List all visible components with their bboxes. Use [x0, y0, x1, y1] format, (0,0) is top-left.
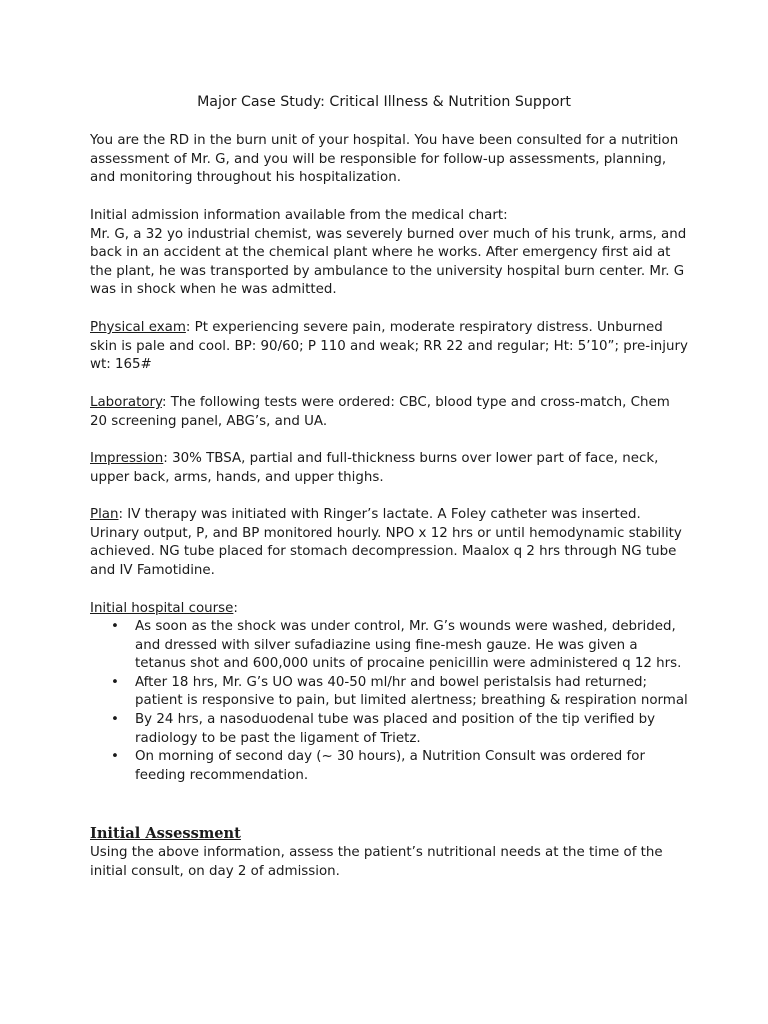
plan-label: Plan — [90, 507, 119, 522]
initial-assessment-text: Using the above information, assess the patient’s nutritional needs at the time of the initial consult, on day 2 of admission. — [90, 845, 663, 879]
admission-label: Initial admission information available from the medical chart: — [90, 208, 508, 223]
admission-section — [90, 207, 690, 300]
course-colon: : — [233, 601, 238, 616]
list-item — [90, 748, 690, 785]
laboratory-text: : The following tests were ordered: CBC, blood type and cross-match, Chem 20 screening panel, ABG’s, and UA. — [90, 395, 670, 429]
list-item — [90, 674, 690, 711]
bullet-icon: • — [111, 749, 119, 765]
bullet-icon: • — [111, 674, 119, 690]
course-label: Initial hospital course — [90, 601, 234, 616]
initial-assessment-heading: Initial Assessment — [90, 825, 241, 842]
plan-paragraph — [90, 506, 690, 580]
physical-exam-paragraph — [90, 319, 690, 375]
course-heading — [90, 600, 690, 619]
impression-paragraph — [90, 450, 690, 487]
list-item-text: On morning of second day (~ 30 hours), a Nutrition Consult was ordered for feeding recommendation. — [135, 749, 645, 783]
intro-paragraph: You are the RD in the burn unit of your hospital. You have been consulted for a nutrition assessment of Mr. G, and you will be responsible for follow-up assessments, planning, and monitoring throughout his hospitalization. — [90, 133, 679, 186]
physical-exam-label: Physical exam — [90, 320, 186, 335]
bullet-icon: • — [111, 711, 119, 727]
document-title: Major Case Study: Critical Illness & Nutrition Support — [197, 94, 571, 110]
list-item-text: By 24 hrs, a nasoduodenal tube was placed and position of the tip verified by radiology to be past the ligament of Trietz. — [135, 711, 656, 746]
laboratory-label: Laboratory — [90, 395, 162, 410]
list-item-text: After 18 hrs, Mr. G’s UO was 40-50 ml/hr and bowel peristalsis had returned; patient is responsive to pain, but limited alertness; breathing & respiration normal — [135, 674, 688, 709]
laboratory-paragraph — [90, 394, 690, 431]
admission-text: Mr. G, a 32 yo industrial chemist, was severely burned over much of his trunk, arms, and back in an accident at the chemical plant where he works. After emergency first aid at the plant, he was transported by ambulance to the university hospital burn center. Mr. G was in shock when he was admitted. — [90, 226, 687, 298]
course-list — [90, 618, 690, 785]
impression-text: : 30% TBSA, partial and full-thickness burns over lower part of face, neck, upper back, arms, hands, and upper thighs. — [90, 451, 659, 485]
list-item — [90, 711, 690, 748]
bullet-icon: • — [111, 619, 119, 634]
plan-text: : IV therapy was initiated with Ringer’s lactate. A Foley catheter was inserted. Urinary output, P, and BP monitored hourly. NPO x 12 hrs or until hemodynamic stability achieved. NG tube placed for stomach decompression. Maalox q 2 hrs through NG tube and IV Famotidine. — [90, 507, 682, 578]
impression-label: Impression — [90, 451, 164, 466]
list-item — [90, 618, 690, 674]
list-item-text: As soon as the shock was under control, Mr. G’s wounds were washed, debrided, and dressed with silver sufadiazine using fine-mesh gauze. He was given a tetanus shot and 600,000 units of procaine penicillin were administered q 12 hrs. — [135, 619, 682, 672]
physical-exam-text: : Pt experiencing severe pain, moderate respiratory distress. Unburned skin is pale and cool. BP: 90/60; P 110 and weak; RR 22 and regular; Ht: 5’10”; pre-injury wt: 165# — [90, 320, 688, 373]
